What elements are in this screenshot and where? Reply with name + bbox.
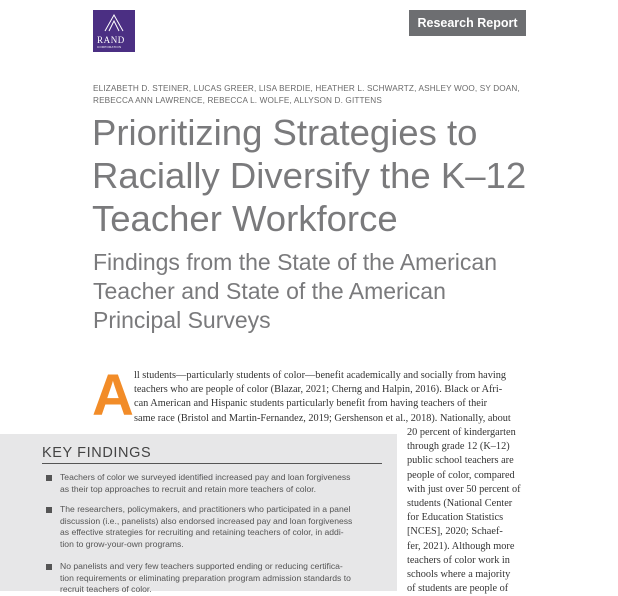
finding-line: discussion (i.e., panelists) also endorsed increased pay and loan forgiveness [60,515,353,526]
intro-line: ll students—particularly students of color—benefit academically and socially from having [134,370,507,381]
column-line: people of color, compared [407,469,515,481]
intro-line: same race (Bristol and Martin-Fernandez, 2019; Gershenson et al., 2018). Nationally, about [134,412,511,424]
key-finding-text [60,472,382,495]
column-line: schools where a majority [407,569,511,581]
column-line: public school teachers are [407,455,514,467]
title-line: Racially Diversify the K–12 [92,155,527,196]
column-line: fer, 2021). Although more [407,540,515,552]
finding-line: as their top approaches to recruit and retain more teachers of color. [60,483,317,494]
logo-subtitle: CORPORATION [97,45,122,49]
bullet-square-icon [46,507,52,513]
finding-line: No panelists and very few teachers supported ending or reducing certifica- [60,561,343,571]
report-title [92,111,572,240]
finding-line: recruit teachers of color. [60,584,152,595]
author-line: ELIZABETH D. STEINER, LUCAS GREER, LISA BERDIE, HEATHER L. SCHWARTZ, ASHLEY WOO, SY DOAN, [93,84,520,93]
column-line: through grade 12 (K–12) [407,441,510,453]
body-column [407,426,529,596]
subtitle-line: Teacher and State of the American [93,278,446,304]
intro-line: teachers who are people of color (Blazar, 2021; Cherng and Halpin, 2016). Black or Afri- [134,384,503,396]
rand-emblem-icon [103,13,125,33]
column-line: with just over 50 percent of [407,483,521,495]
finding-line: The researchers, policymakers, and practitioners who participated in a panel [60,504,351,514]
title-line: Teacher Workforce [92,198,398,239]
intro-line: can American and Hispanic students particularly benefit from having teachers of their [134,398,488,410]
column-line: teachers of color work in [407,554,510,566]
report-type-badge: Research Report [409,10,526,36]
bullet-square-icon [46,564,52,570]
report-subtitle [93,248,563,335]
rand-logo [93,10,135,52]
column-line: students (National Center [407,498,513,510]
heading-rule [42,463,382,464]
key-findings-heading: KEY FINDINGS [42,445,152,461]
author-line: REBECCA ANN LAWRENCE, REBECCA L. WOLFE, ALLYSON D. GITTENS [93,96,382,105]
subtitle-line: Principal Surveys [93,307,271,333]
column-line: of students are people of [407,583,509,595]
logo-wordmark: RAND [97,35,125,45]
title-line: Prioritizing Strategies to [92,112,478,153]
finding-line: as effective strategies for recruiting and retaining teachers of color, in addi- [60,527,344,538]
drop-cap: A [92,363,134,428]
key-findings-panel [0,434,397,595]
column-line: [NCES], 2020; Schaef- [407,526,503,538]
finding-line: Teachers of color we surveyed identified increased pay and loan forgiveness [60,472,351,482]
intro-paragraph [134,369,526,426]
column-line: 20 percent of kindergarten [407,427,516,438]
author-list [93,83,533,107]
column-line: for Education Statistics [407,512,504,524]
key-finding-text [60,504,382,550]
finding-line: tion requirements or eliminating preparation program admission standards to [60,572,351,583]
subtitle-line: Findings from the State of the American [93,249,497,275]
bullet-square-icon [46,475,52,481]
finding-line: tion to grow-your-own programs. [60,538,184,549]
